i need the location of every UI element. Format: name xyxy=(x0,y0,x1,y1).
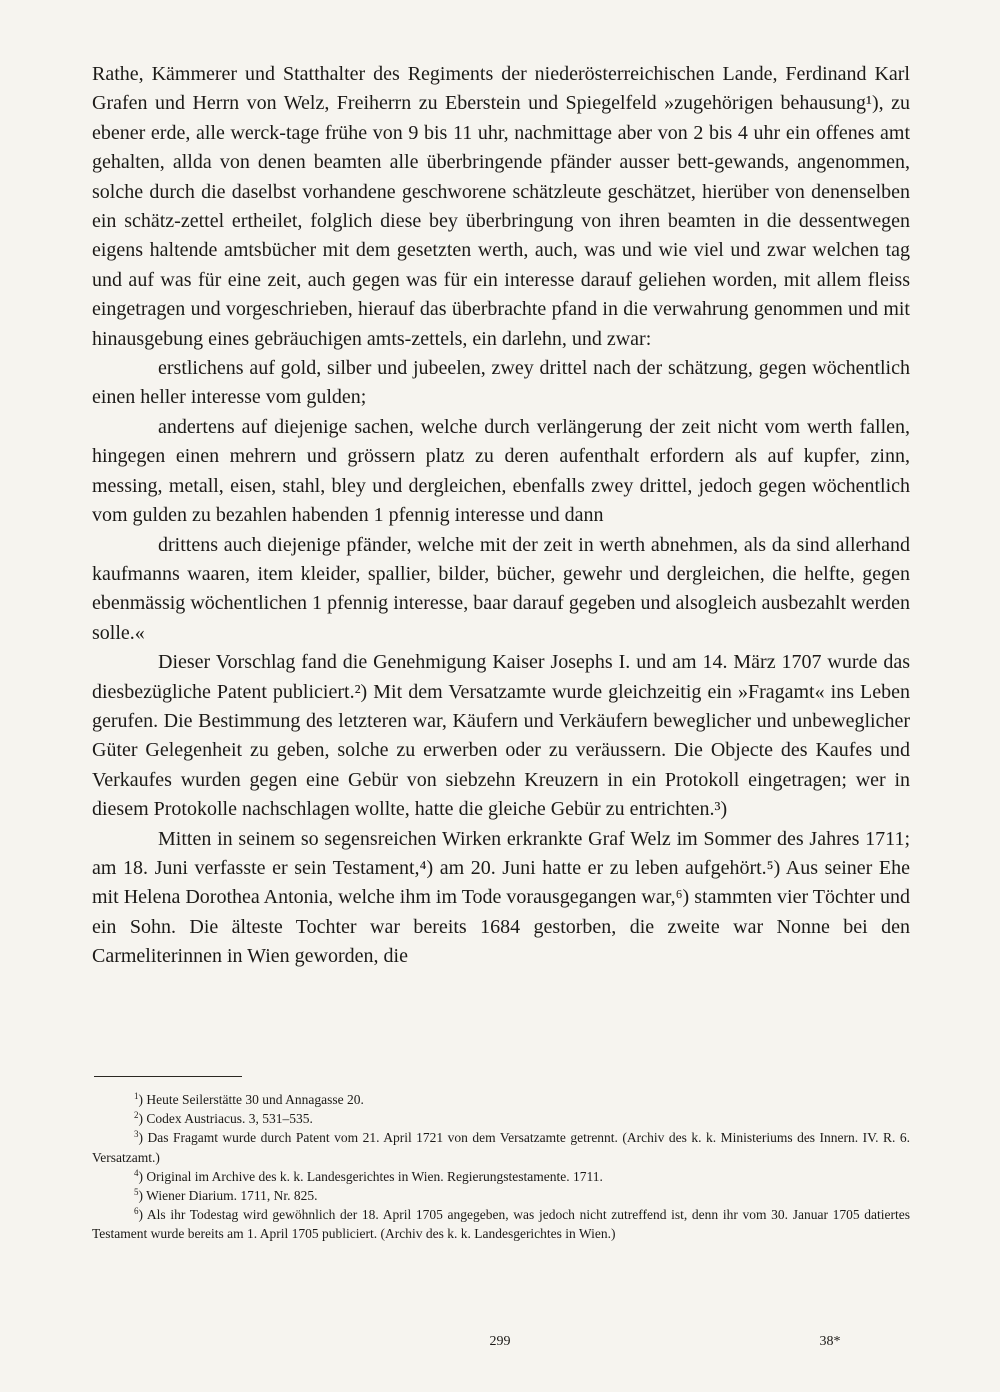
paragraph-5: Dieser Vorschlag fand die Genehmigung Kaiser Josephs I. und am 14. März 1707 wurde das diesbezügliche Patent publiciert.²) Mit dem Versatzamte wurde gleichzeitig ein »Fragamt« ins Leben gerufen. Die Bestimmung des letzteren war, Käufern und Verkäufern beweglicher und unbeweglicher Güter Gelegenheit zu geben, solche zu erwerben oder zu veräussern. Die Objecte des Kaufes und Verkaufes wurden gegen eine Gebür von siebzehn Kreuzern in ein Protokoll eingetragen; wer in diesem Protokolle nachschlagen wollte, hatte die gleiche Gebür zu entrichten.³) xyxy=(92,651,910,821)
footnote-4 xyxy=(92,1167,910,1186)
paragraph-3: andertens auf diejenige sachen, welche durch verlängerung der zeit nicht vom werth fallen, hingegen einen mehrern und grössern platz zu deren aufenthalt erfordern als auf kupfer, zinn, messing, metall, eisen, stahl, bley und dergleichen, ebenfalls zwey drittel, jedoch gegen wöchentlich vom gulden zu bezahlen habenden 1 pfennig interesse und dann xyxy=(92,415,910,527)
footnotes xyxy=(92,1090,910,1244)
footnote-mark: 4 xyxy=(134,1167,139,1178)
footnote-mark: 2 xyxy=(134,1110,139,1121)
footnote-divider xyxy=(94,1076,242,1077)
footnote-text: ) Original im Archive des k. k. Landesgerichtes in Wien. Regierungstestamente. 1711. xyxy=(138,1168,603,1184)
footnote-mark: 3 xyxy=(134,1129,139,1140)
footnote-mark: 5 xyxy=(134,1187,139,1198)
paragraph-4: drittens auch diejenige pfänder, welche mit der zeit in werth abnehmen, als da sind allerhand kaufmanns waaren, item kleider, spallier, bilder, bücher, gewehr und dergleichen, die helfte, gegen ebenmässig wöchentlichen 1 pfennig interesse, baar darauf gegeben und alsogleich ausbezahlt werden solle.« xyxy=(92,533,910,644)
signature-mark: 38* xyxy=(819,1334,841,1349)
page-number: 299 xyxy=(489,1334,511,1349)
paragraph-1: Rathe, Kämmerer und Statthalter des Regiments der niederösterreichischen Lande, Ferdinand Karl Grafen und Herrn von Welz, Freiherrn zu Eberstein und Spiegelfeld »zugehörigen behausung¹), zu ebener erde, alle werck-tage frühe von 9 bis 11 uhr, nachmittage aber von 2 bis 4 uhr ein offenes amt gehalten, allda von denen beamten alle überbringende pfänder ausser bett-gewands, angenommen, solche durch die daselbst vorhandene geschworene schätzleute geschätzet, hierüber von denenselben ein schätz-zettel ertheilet, folglich diese bey überbringung von ihren beamten in die dessentwegen eigens haltende amtsbücher mit dem gesetzten werth, auch, was und wie viel und zwar welchen tag und auf was für eine zeit, auch gegen was für ein interesse darauf geliehen worden, mit allem fleiss eingetragen und vorgeschrieben, hierauf das überbrachte pfand in die verwahrung genommen und mit hinausgebung eines gebräuchigen amts-zettels, ein darlehn, und zwar: xyxy=(92,63,910,350)
paragraph-2: erstlichens auf gold, silber und jubeelen, zwey drittel nach der schätzung, gegen wöchentlich einen heller interesse vom gulden; xyxy=(92,357,910,409)
paragraph-6: Mitten in seinem so segensreichen Wirken erkrankte Graf Welz im Sommer des Jahres 1711; am 18. Juni verfasste er sein Testament,⁴) am 20. Juni hatte er zu leben aufgehört.⁵) Aus seiner Ehe mit Helena Dorothea Antonia, welche ihm im Tode vorausgegangen war,⁶) stammten vier Töchter und ein Sohn. Die älteste Tochter war bereits 1684 gestorben, die zweite war Nonne bei den Carmeliterinnen in Wien geworden, die xyxy=(92,827,910,968)
footnote-text: ) Als ihr Todestag wird gewöhnlich der 18. April 1705 angegeben, was jedoch nicht zutreffend ist, denn ihr vom 30. Januar 1705 datiertes Testament wurde bereits am 1. April 1705 publiciert. (Archiv des k. k. Landesgerichtes in Wien.) xyxy=(92,1207,910,1242)
footnote-text: ) Das Fragamt wurde durch Patent vom 21. April 1721 von dem Versatzamte getrennt. (Archiv des k. k. Ministeriums des Innern. IV. R. 6. Versatzamt.) xyxy=(92,1130,910,1165)
footnote-2 xyxy=(92,1109,910,1128)
footnote-mark: 6 xyxy=(134,1206,139,1217)
footnote-text: ) Codex Austriacus. 3, 531–535. xyxy=(138,1111,313,1127)
footnote-3 xyxy=(92,1128,910,1166)
footnote-text: ) Heute Seilerstätte 30 und Annagasse 20. xyxy=(138,1092,364,1107)
footnote-mark: 1 xyxy=(134,1091,139,1101)
footnote-1 xyxy=(92,1090,910,1109)
footnote-text: ) Wiener Diarium. 1711, Nr. 825. xyxy=(138,1188,318,1204)
body-text xyxy=(92,60,910,972)
footnote-6 xyxy=(92,1205,910,1243)
footnote-5 xyxy=(92,1186,910,1205)
